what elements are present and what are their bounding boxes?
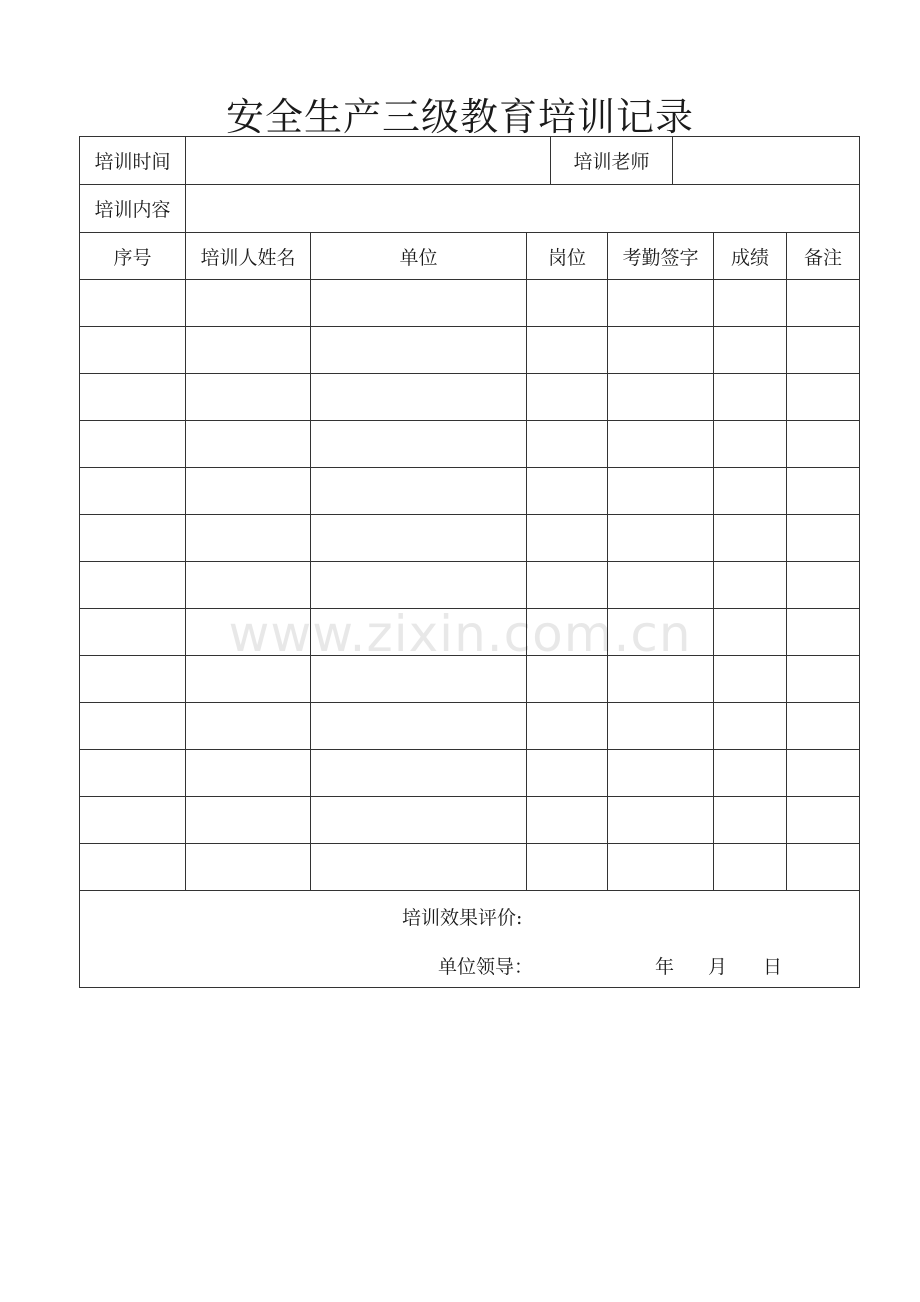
- cell-score[interactable]: [714, 421, 787, 468]
- cell-seq[interactable]: [80, 750, 186, 797]
- cell-post[interactable]: [527, 844, 608, 891]
- cell-remarks[interactable]: [787, 327, 860, 374]
- cell-attendance-signature[interactable]: [608, 280, 714, 327]
- table-row: [80, 609, 860, 656]
- cell-remarks[interactable]: [787, 421, 860, 468]
- cell-trainee-name[interactable]: [186, 797, 311, 844]
- column-header-trainee-name: 培训人姓名: [186, 233, 311, 280]
- cell-unit[interactable]: [311, 750, 527, 797]
- cell-post[interactable]: [527, 468, 608, 515]
- cell-post[interactable]: [527, 797, 608, 844]
- cell-attendance-signature[interactable]: [608, 374, 714, 421]
- cell-attendance-signature[interactable]: [608, 844, 714, 891]
- cell-remarks[interactable]: [787, 656, 860, 703]
- cell-score[interactable]: [714, 327, 787, 374]
- training-teacher-label: 培训老师: [551, 137, 673, 185]
- cell-post[interactable]: [527, 374, 608, 421]
- cell-remarks[interactable]: [787, 562, 860, 609]
- cell-remarks[interactable]: [787, 515, 860, 562]
- column-header-remarks: 备注: [787, 233, 860, 280]
- header-row-content: [80, 185, 860, 233]
- cell-unit[interactable]: [311, 421, 527, 468]
- training-content-field[interactable]: [186, 185, 860, 233]
- cell-unit[interactable]: [311, 468, 527, 515]
- cell-seq[interactable]: [80, 515, 186, 562]
- cell-seq[interactable]: [80, 468, 186, 515]
- cell-post[interactable]: [527, 327, 608, 374]
- year-label: 年: [655, 956, 675, 978]
- cell-remarks[interactable]: [787, 750, 860, 797]
- column-header-row: [80, 233, 860, 280]
- cell-remarks[interactable]: [787, 374, 860, 421]
- cell-trainee-name[interactable]: [186, 703, 311, 750]
- cell-score[interactable]: [714, 797, 787, 844]
- cell-remarks[interactable]: [787, 703, 860, 750]
- training-record-table: [79, 136, 860, 988]
- training-content-label: 培训内容: [80, 185, 186, 233]
- document-title: 安全生产三级教育培训记录: [225, 95, 694, 139]
- cell-unit[interactable]: [311, 515, 527, 562]
- cell-trainee-name[interactable]: [186, 562, 311, 609]
- table-row: [80, 562, 860, 609]
- table-row: [80, 515, 860, 562]
- cell-score[interactable]: [714, 609, 787, 656]
- cell-trainee-name[interactable]: [186, 374, 311, 421]
- cell-score[interactable]: [714, 703, 787, 750]
- cell-attendance-signature[interactable]: [608, 797, 714, 844]
- cell-unit[interactable]: [311, 844, 527, 891]
- cell-attendance-signature[interactable]: [608, 327, 714, 374]
- cell-attendance-signature[interactable]: [608, 468, 714, 515]
- cell-unit[interactable]: [311, 374, 527, 421]
- cell-attendance-signature[interactable]: [608, 609, 714, 656]
- day-label: 日: [763, 956, 783, 978]
- cell-remarks[interactable]: [787, 609, 860, 656]
- cell-attendance-signature[interactable]: [608, 656, 714, 703]
- table-row: [80, 421, 860, 468]
- cell-post[interactable]: [527, 515, 608, 562]
- cell-score[interactable]: [714, 280, 787, 327]
- cell-unit[interactable]: [311, 656, 527, 703]
- column-header-attendance-signature: 考勤签字: [608, 233, 714, 280]
- cell-seq[interactable]: [80, 703, 186, 750]
- evaluation-label: 培训效果评价:: [402, 907, 523, 929]
- cell-post[interactable]: [527, 656, 608, 703]
- cell-seq[interactable]: [80, 656, 186, 703]
- column-header-seq: 序号: [80, 233, 186, 280]
- cell-score[interactable]: [714, 562, 787, 609]
- cell-score[interactable]: [714, 750, 787, 797]
- cell-unit[interactable]: [311, 797, 527, 844]
- column-header-score: 成绩: [714, 233, 787, 280]
- cell-post[interactable]: [527, 280, 608, 327]
- cell-seq[interactable]: [80, 374, 186, 421]
- cell-seq[interactable]: [80, 327, 186, 374]
- cell-attendance-signature[interactable]: [608, 421, 714, 468]
- cell-score[interactable]: [714, 656, 787, 703]
- cell-seq[interactable]: [80, 562, 186, 609]
- cell-trainee-name[interactable]: [186, 468, 311, 515]
- cell-trainee-name[interactable]: [186, 421, 311, 468]
- cell-post[interactable]: [527, 609, 608, 656]
- cell-attendance-signature[interactable]: [608, 515, 714, 562]
- column-header-unit: 单位: [311, 233, 527, 280]
- cell-trainee-name[interactable]: [186, 327, 311, 374]
- table-row: [80, 327, 860, 374]
- cell-unit[interactable]: [311, 280, 527, 327]
- cell-remarks[interactable]: [787, 280, 860, 327]
- cell-post[interactable]: [527, 562, 608, 609]
- header-row-time: [80, 137, 860, 185]
- table-row: [80, 797, 860, 844]
- table-row: [80, 468, 860, 515]
- cell-trainee-name[interactable]: [186, 750, 311, 797]
- cell-trainee-name[interactable]: [186, 656, 311, 703]
- table-row: [80, 656, 860, 703]
- cell-attendance-signature[interactable]: [608, 703, 714, 750]
- table-row: [80, 750, 860, 797]
- cell-unit[interactable]: [311, 562, 527, 609]
- cell-score[interactable]: [714, 468, 787, 515]
- cell-remarks[interactable]: [787, 468, 860, 515]
- column-header-post: 岗位: [527, 233, 608, 280]
- cell-seq[interactable]: [80, 844, 186, 891]
- watermark: www.zixin.com.cn: [228, 605, 692, 663]
- table-row: [80, 374, 860, 421]
- cell-score[interactable]: [714, 844, 787, 891]
- cell-remarks[interactable]: [787, 844, 860, 891]
- evaluation-row: [80, 891, 860, 988]
- cell-score[interactable]: [714, 515, 787, 562]
- cell-trainee-name[interactable]: [186, 609, 311, 656]
- cell-trainee-name[interactable]: [186, 280, 311, 327]
- evaluation-cell[interactable]: [80, 891, 860, 988]
- cell-remarks[interactable]: [787, 797, 860, 844]
- cell-unit[interactable]: [311, 703, 527, 750]
- cell-unit[interactable]: [311, 609, 527, 656]
- cell-seq[interactable]: [80, 609, 186, 656]
- cell-unit[interactable]: [311, 327, 527, 374]
- cell-post[interactable]: [527, 421, 608, 468]
- cell-seq[interactable]: [80, 280, 186, 327]
- training-time-field[interactable]: [186, 137, 551, 185]
- table-row: [80, 703, 860, 750]
- cell-post[interactable]: [527, 750, 608, 797]
- training-teacher-field[interactable]: [673, 137, 860, 185]
- cell-attendance-signature[interactable]: [608, 750, 714, 797]
- cell-trainee-name[interactable]: [186, 515, 311, 562]
- unit-leader-label: 单位领导：: [438, 956, 534, 978]
- cell-seq[interactable]: [80, 797, 186, 844]
- month-label: 月: [708, 956, 728, 978]
- cell-post[interactable]: [527, 703, 608, 750]
- cell-score[interactable]: [714, 374, 787, 421]
- cell-seq[interactable]: [80, 421, 186, 468]
- table-row: [80, 280, 860, 327]
- cell-trainee-name[interactable]: [186, 844, 311, 891]
- training-time-label: 培训时间: [80, 137, 186, 185]
- cell-attendance-signature[interactable]: [608, 562, 714, 609]
- table-row: [80, 844, 860, 891]
